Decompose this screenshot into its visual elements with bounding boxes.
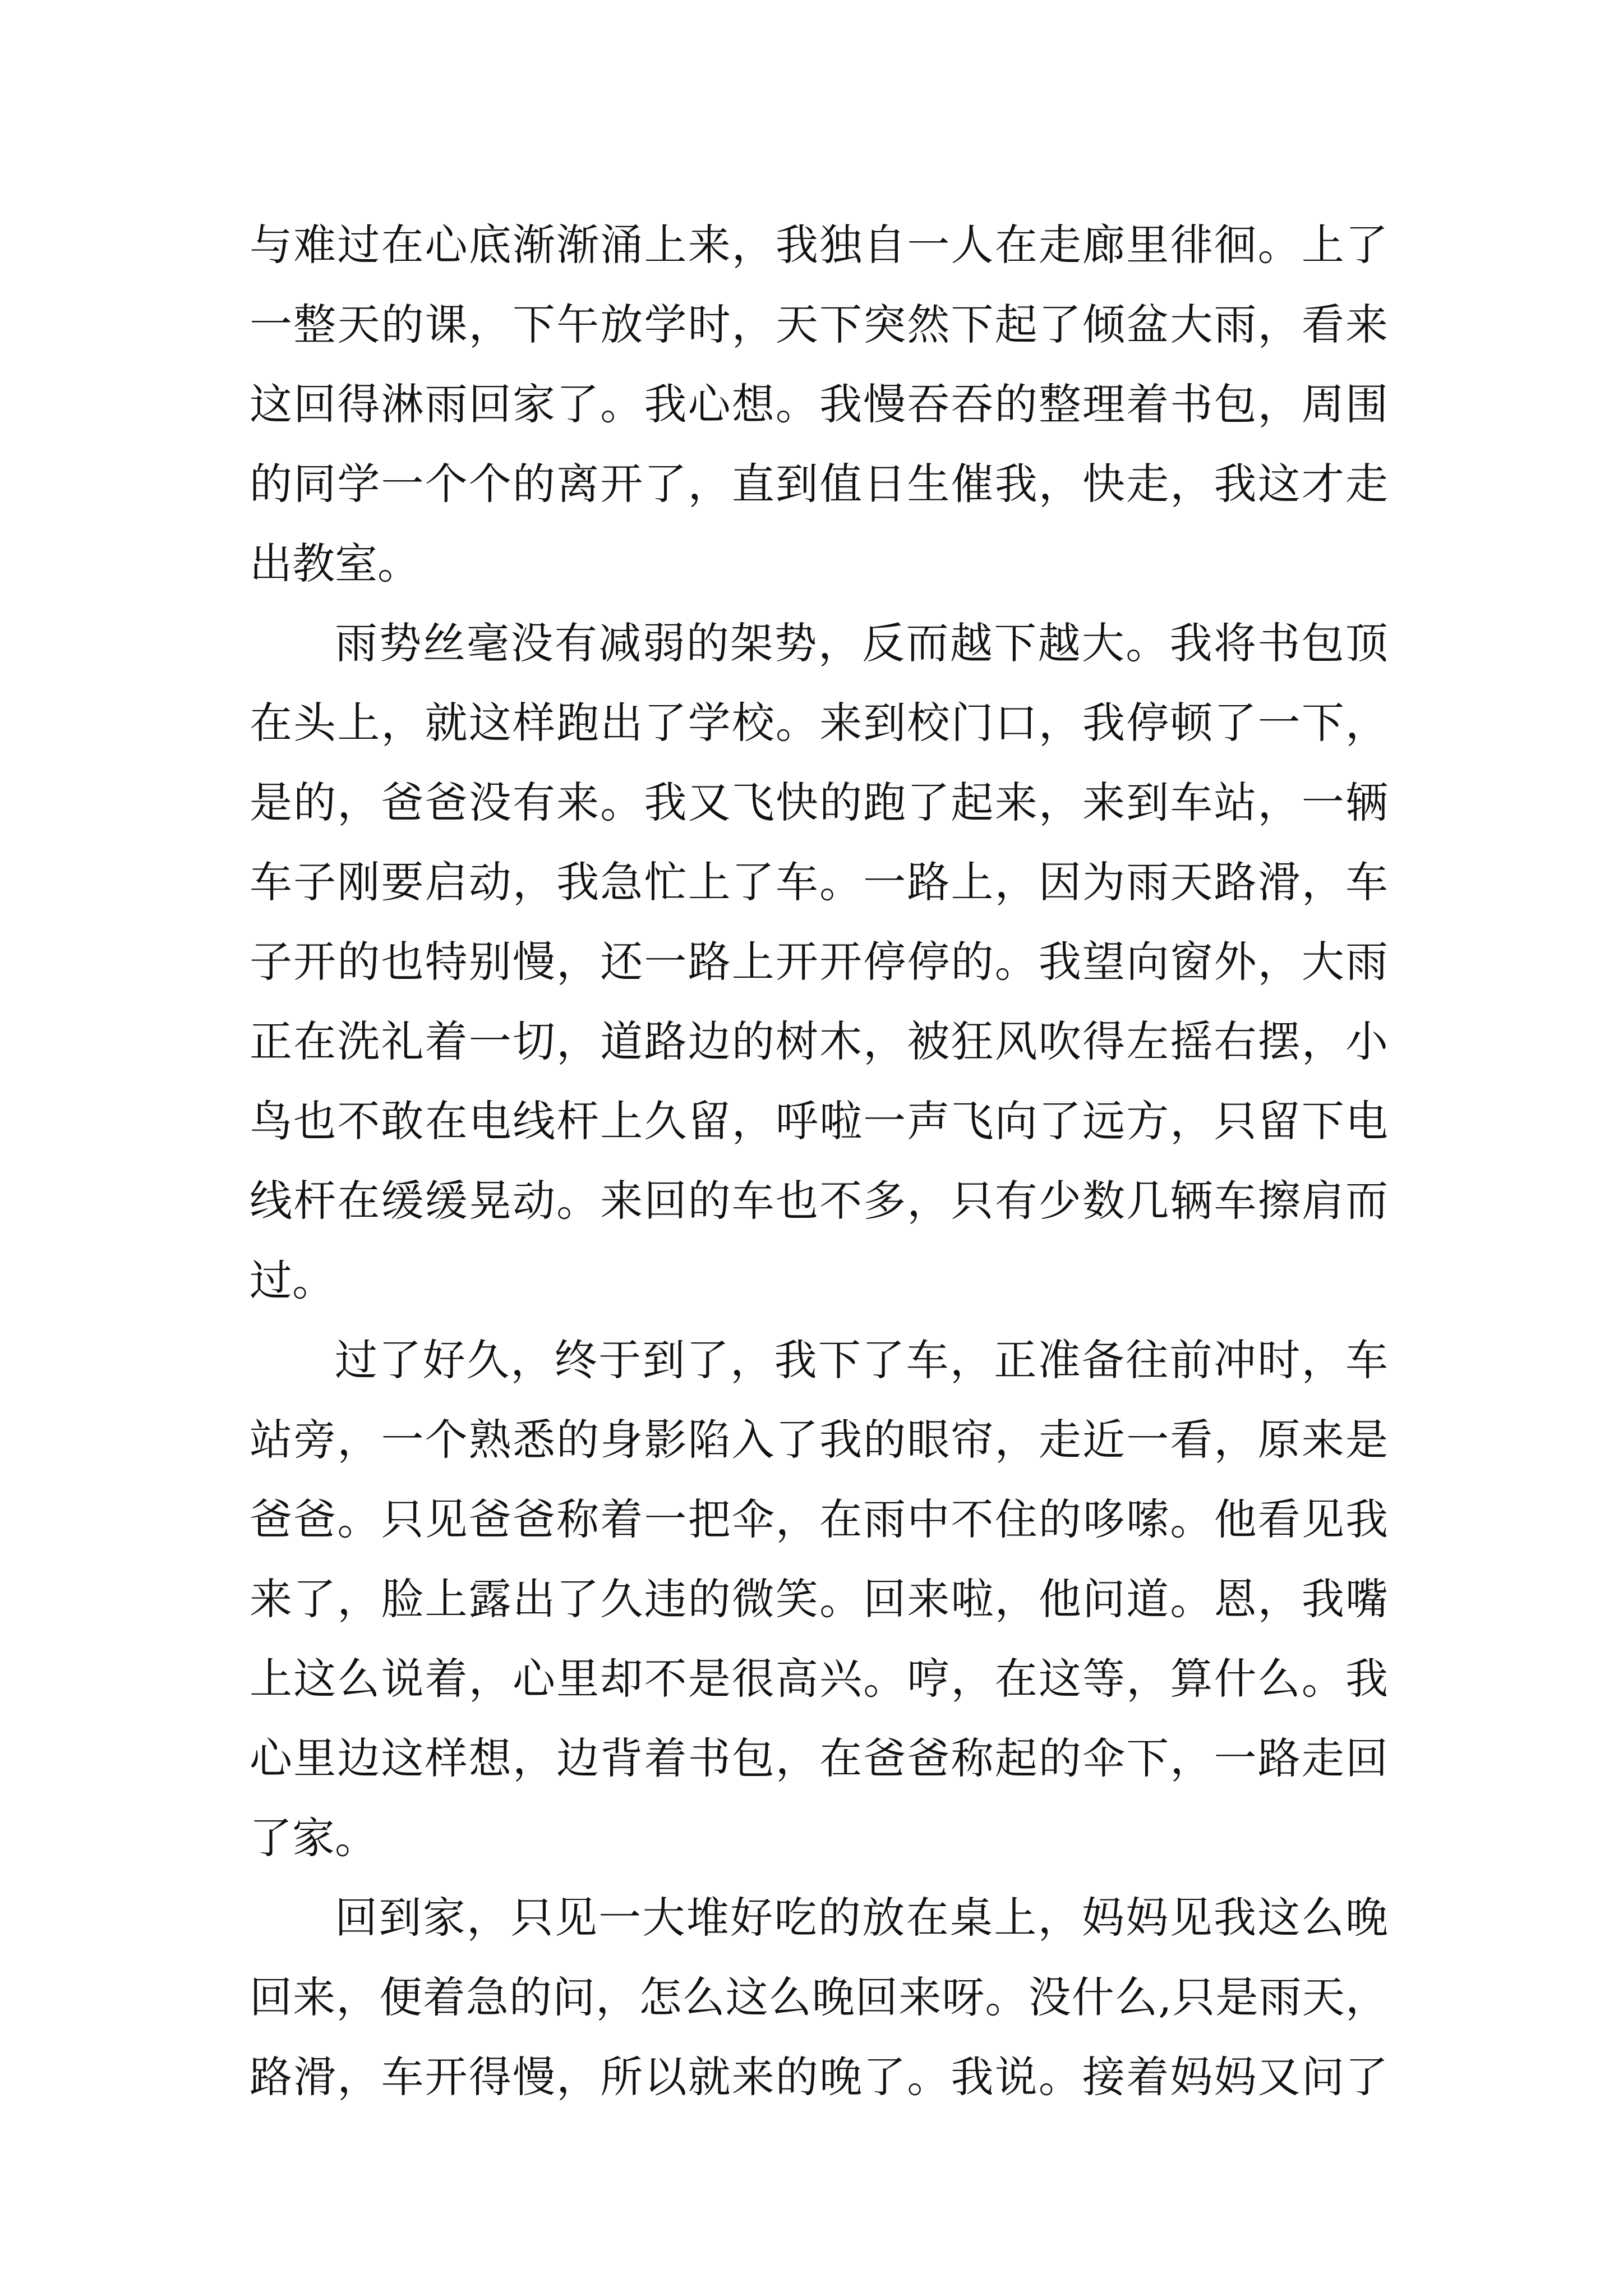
text-line: 来了，脸上露出了久违的微笑。回来啦，他问道。恩，我嘴	[250, 1574, 1388, 1624]
body-text	[250, 205, 1388, 2117]
text-line: 鸟也不敢在电线杆上久留，呼啦一声飞向了远方，只留下电	[250, 1096, 1388, 1146]
text-line: 了家。	[250, 1813, 377, 1863]
text-line: 上这么说着，心里却不是很高兴。哼，在这等，算什么。我	[250, 1654, 1388, 1704]
text-line: 在头上，就这样跑出了学校。来到校门口，我停顿了一下，	[250, 698, 1388, 748]
text-line: 出教室。	[250, 539, 420, 588]
text-line: 车子刚要启动，我急忙上了车。一路上，因为雨天路滑，车	[250, 857, 1388, 907]
text-line: 这回得淋雨回家了。我心想。我慢吞吞的整理着书包，周围	[250, 379, 1388, 429]
text-line: 是的，爸爸没有来。我又飞快的跑了起来，来到车站，一辆	[250, 777, 1388, 827]
text-line: 雨势丝毫没有减弱的架势，反而越下越大。我将书包顶	[335, 618, 1388, 668]
text-line: 的同学一个个的离开了，直到值日生催我，快走，我这才走	[250, 459, 1388, 509]
text-line: 正在洗礼着一切，道路边的树木，被狂风吹得左摇右摆，小	[250, 1016, 1388, 1066]
text-line: 爸爸。只见爸爸称着一把伞，在雨中不住的哆嗦。他看见我	[250, 1494, 1388, 1544]
text-line: 过。	[250, 1255, 335, 1305]
text-line: 子开的也特别慢，还一路上开开停停的。我望向窗外，大雨	[250, 937, 1388, 987]
text-line: 线杆在缓缓晃动。来回的车也不多，只有少数几辆车擦肩而	[250, 1176, 1388, 1226]
text-line: 站旁，一个熟悉的身影陷入了我的眼帘，走近一看，原来是	[250, 1415, 1388, 1465]
text-line: 与难过在心底渐渐涌上来，我独自一人在走廊里徘徊。上了	[250, 220, 1388, 270]
text-line: 心里边这样想，边背着书包，在爸爸称起的伞下，一路走回	[250, 1733, 1388, 1783]
text-line: 回到家，只见一大堆好吃的放在桌上，妈妈见我这么晚	[335, 1893, 1388, 1943]
text-line: 路滑，车开得慢，所以就来的晚了。我说。接着妈妈又问了	[250, 2052, 1388, 2102]
text-line: 回来，便着急的问，怎么这么晚回来呀。没什么,只是雨天，	[250, 1972, 1388, 2022]
text-line: 一整天的课，下午放学时，天下突然下起了倾盆大雨，看来	[250, 300, 1388, 349]
text-line: 过了好久，终于到了，我下了车，正准备往前冲时，车	[335, 1335, 1388, 1385]
